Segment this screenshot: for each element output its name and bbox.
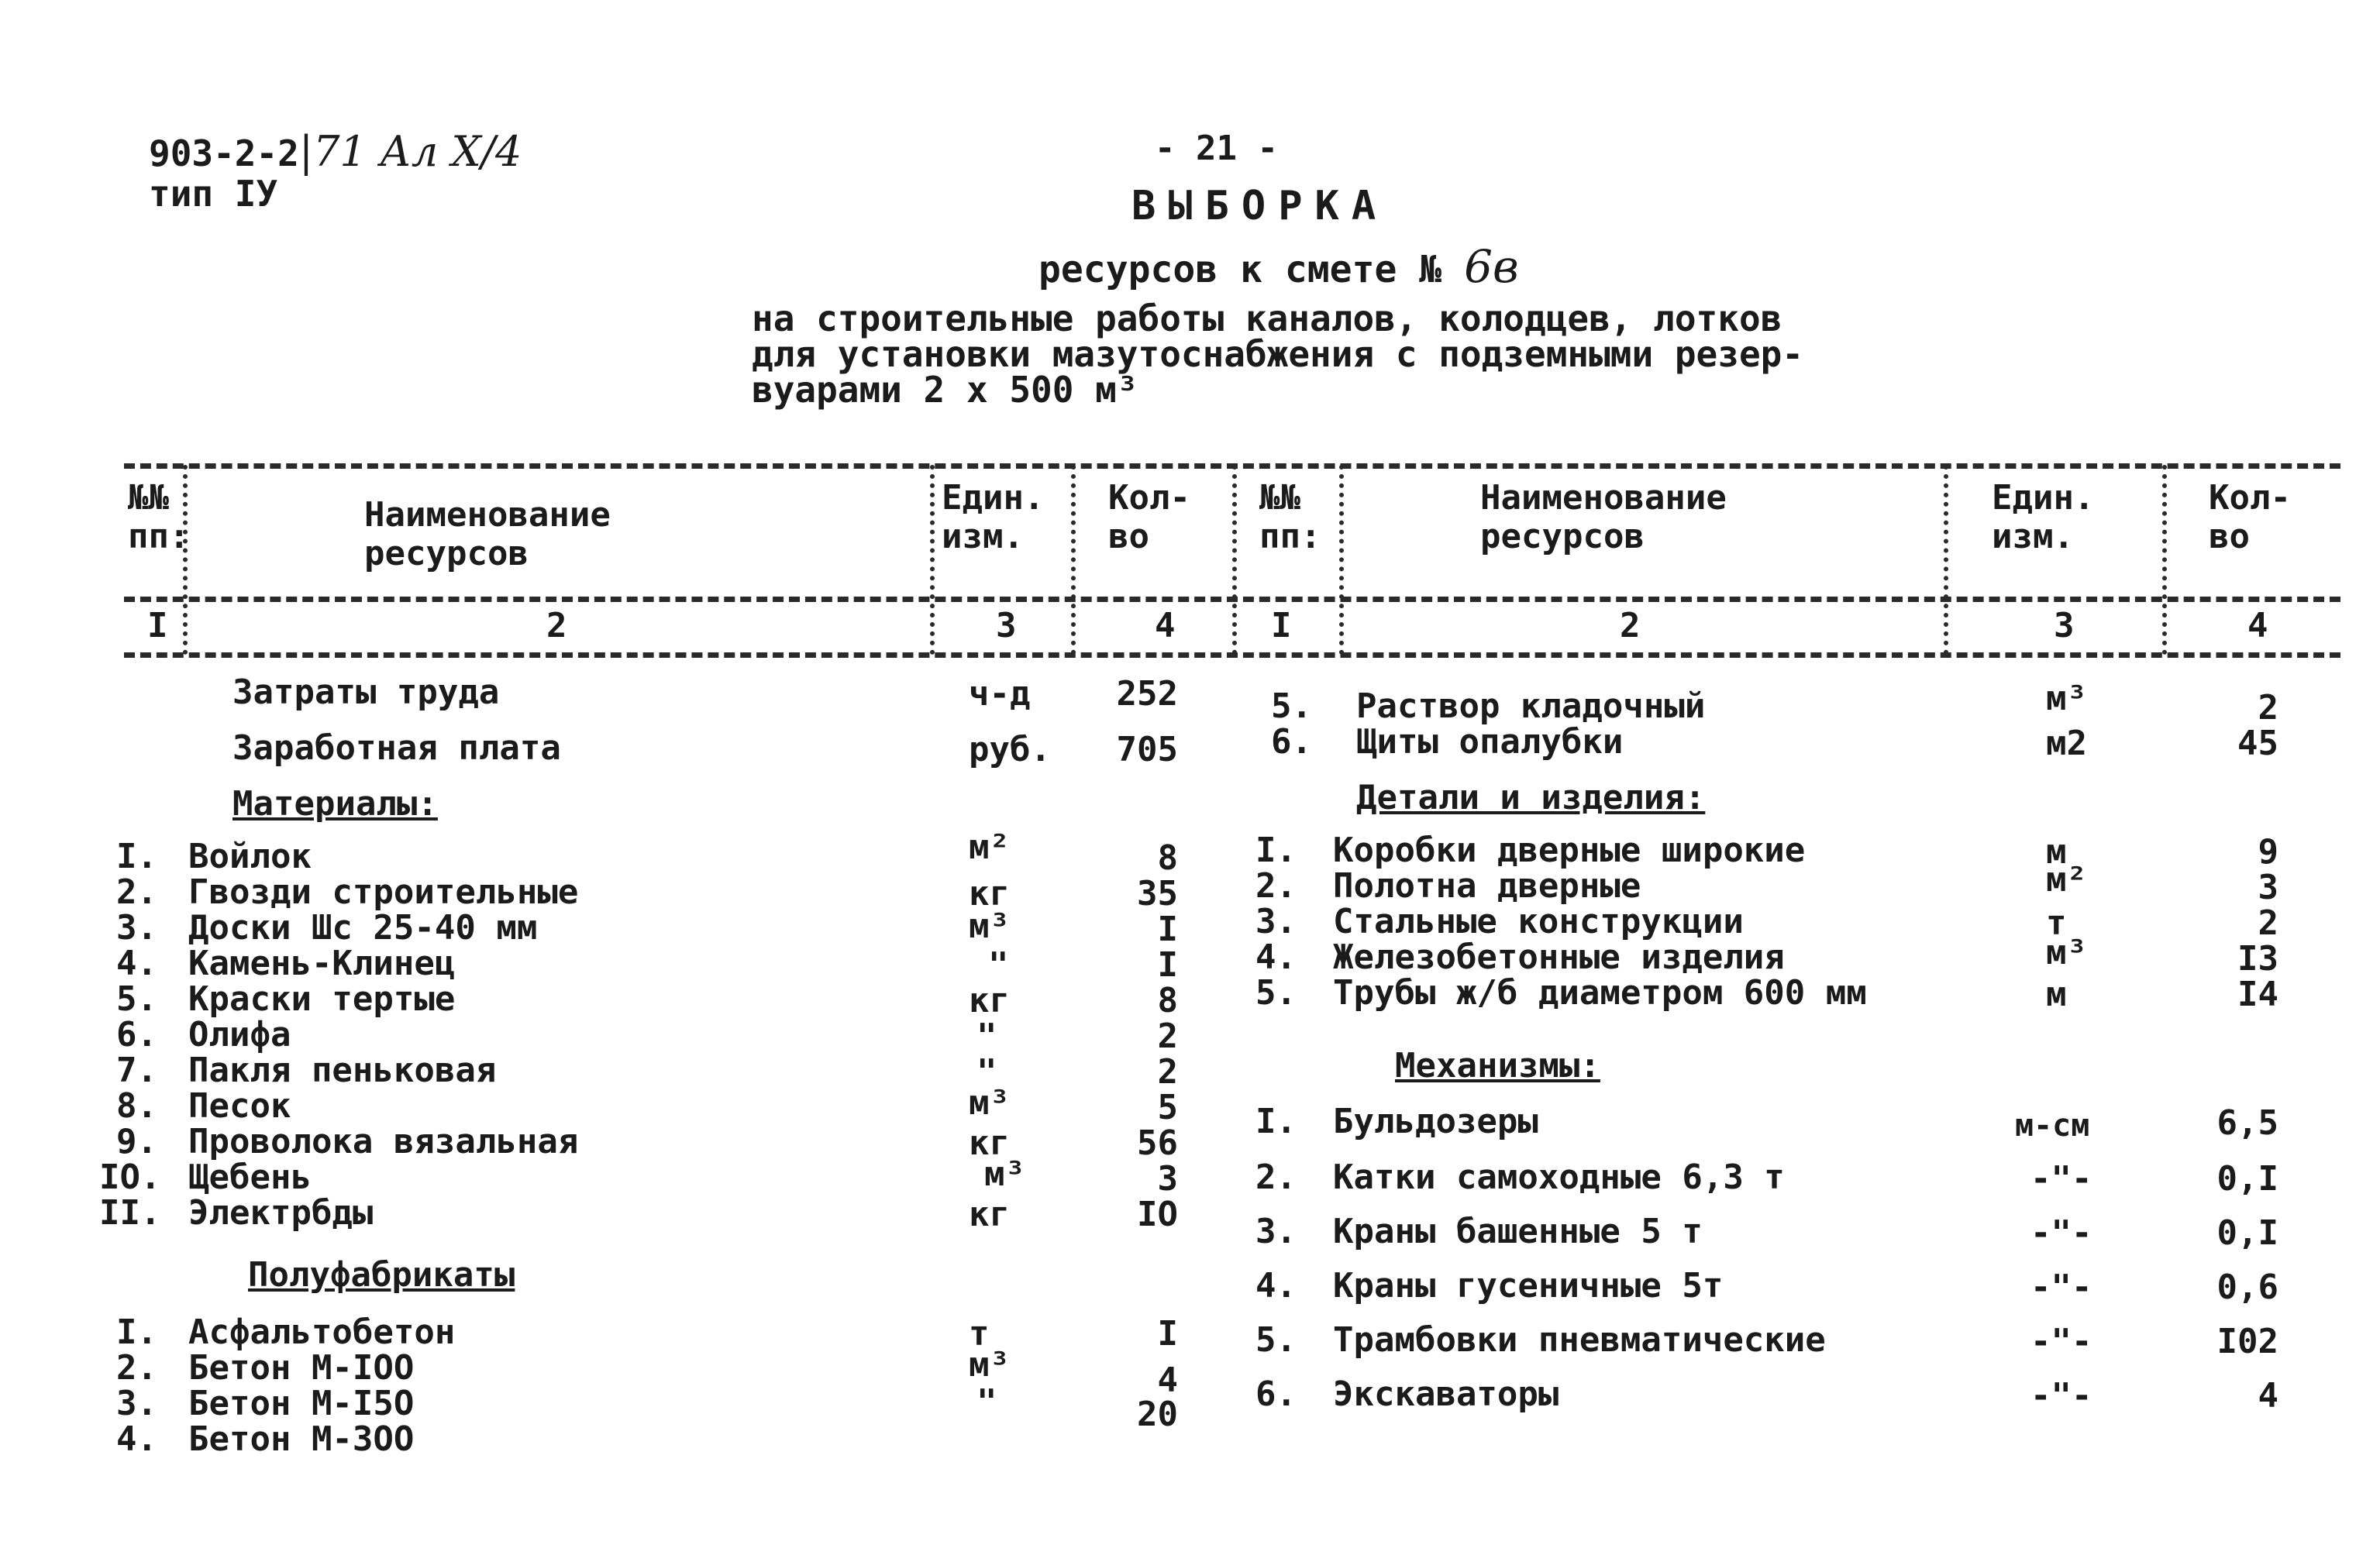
header-no-left: №№ пп: <box>128 478 190 556</box>
list-item-qty: 2 <box>2258 688 2278 728</box>
list-item-no: 2. <box>116 872 157 912</box>
list-item-name: Асфальтобетон <box>188 1312 456 1352</box>
list-item-qty: 8 <box>1157 981 1178 1020</box>
list-item-no: 4. <box>1255 937 1297 977</box>
list-item-qty: 6,5 <box>2216 1103 2278 1143</box>
list-item-qty: I <box>1157 910 1178 949</box>
list-item-no: 4. <box>116 1419 157 1459</box>
list-item-qty: 2 <box>1157 1052 1178 1092</box>
list-item-name: Железобетонные изделия <box>1333 937 1785 977</box>
list-item-no: II. <box>99 1193 161 1233</box>
colnum-2: 2 <box>546 606 567 645</box>
list-item-no: 5. <box>1271 686 1312 726</box>
list-item-qty: 8 <box>1157 838 1178 878</box>
list-item-qty: I3 <box>2237 939 2278 979</box>
list-item-name: Полотна дверные <box>1333 866 1641 906</box>
header-name-left: Наименование ресурсов <box>364 495 611 573</box>
list-item-qty: 45 <box>2237 724 2278 763</box>
list-item-unit: кг <box>969 1123 1010 1163</box>
list-item-name: Раствор кладочный <box>1356 686 1706 726</box>
colnum-4: 4 <box>1155 606 1176 645</box>
colnum-2: 2 <box>1620 606 1641 645</box>
header-name-right: Наименование ресурсов <box>1480 478 1727 556</box>
list-item-unit: м³ <box>969 1345 1010 1385</box>
list-item-no: 6. <box>116 1015 157 1054</box>
list-item-name: Камень-Клинец <box>188 944 456 983</box>
list-item-no: I. <box>1255 1102 1297 1141</box>
list-item-name: Щиты опалубки <box>1356 722 1624 762</box>
list-item-unit: -"- <box>2030 1376 2092 1416</box>
list-item-unit: м-см <box>2015 1108 2090 1144</box>
list-item-no: 4. <box>116 944 157 983</box>
list-item-unit: " <box>976 1017 997 1056</box>
list-item-name: Бульдозеры <box>1333 1102 1538 1141</box>
col-separator <box>1232 465 1237 655</box>
list-item-unit: м³ <box>2046 679 2087 718</box>
list-item-qty: 35 <box>1137 874 1178 913</box>
list-item-name: Экскаваторы <box>1333 1374 1559 1414</box>
list-item-no: 8. <box>116 1086 157 1126</box>
list-item-qty: 3 <box>2258 868 2278 907</box>
list-item-name: Трамбовки пневматические <box>1333 1320 1826 1360</box>
materials-title: Материалы: <box>232 784 438 824</box>
list-item-qty: 3 <box>1157 1159 1178 1199</box>
list-item-qty: 5 <box>1157 1088 1178 1127</box>
page-number: - 21 - <box>1155 129 1278 168</box>
list-item-unit: м³ <box>969 1083 1010 1123</box>
wage-qty: 705 <box>1116 730 1178 769</box>
list-item-no: IO. <box>99 1158 161 1197</box>
list-item-unit: -"- <box>2030 1213 2092 1253</box>
colnum-4: 4 <box>2247 606 2268 645</box>
list-item-qty: 4 <box>2258 1376 2278 1416</box>
col-separator <box>1944 465 1948 655</box>
list-item-no: 5. <box>1255 973 1297 1013</box>
col-separator <box>2162 465 2167 655</box>
parts-title: Детали и изделия: <box>1356 778 1706 817</box>
list-item-name: Трубы ж/б диаметром 600 мм <box>1333 973 1867 1013</box>
list-item-name: Стальные конструкции <box>1333 902 1744 941</box>
list-item-unit: -"- <box>2030 1159 2092 1199</box>
list-item-no: 5. <box>1255 1320 1297 1360</box>
list-item-name: Краны башенные 5 т <box>1333 1212 1703 1251</box>
list-item-name: Краски тертые <box>188 979 456 1019</box>
list-item-name: Песок <box>188 1086 291 1126</box>
list-item-name: Электрбды <box>188 1193 374 1233</box>
mech-title: Механизмы: <box>1395 1046 1600 1085</box>
list-item-unit: кг <box>969 981 1010 1020</box>
list-item-name: Проволока вязальная <box>188 1122 579 1161</box>
list-item-no: 6. <box>1255 1374 1297 1414</box>
header-no-right: №№ пп: <box>1259 478 1321 556</box>
wage-unit: руб. <box>969 730 1051 769</box>
list-item-name: Войлок <box>188 837 312 876</box>
list-item-qty: 0,6 <box>2216 1268 2278 1307</box>
list-item-no: 2. <box>1255 866 1297 906</box>
list-item-unit: т <box>969 1314 990 1354</box>
list-item-qty: 2 <box>2258 903 2278 943</box>
list-item-unit: м³ <box>984 1154 1025 1194</box>
list-item-qty: I <box>1157 1314 1178 1354</box>
list-item-qty: 4 <box>1157 1361 1178 1400</box>
list-item-no: 3. <box>116 1384 157 1423</box>
header-unit-left: Един. изм. <box>942 478 1045 556</box>
list-item-unit: кг <box>969 874 1010 913</box>
list-item-name: Гвозди строительные <box>188 872 579 912</box>
list-item-unit: -"- <box>2030 1322 2092 1361</box>
list-item-no: 3. <box>1255 902 1297 941</box>
list-item-unit: м2 <box>2046 724 2087 763</box>
list-item-qty: 20 <box>1137 1395 1178 1434</box>
labor-qty: 252 <box>1116 674 1178 714</box>
list-item-name: Бетон М-3OO <box>188 1419 415 1459</box>
colnum-1: I <box>147 606 168 645</box>
list-item-unit: кг <box>969 1195 1010 1234</box>
labor-unit: ч-д <box>969 674 1031 714</box>
list-item-no: I. <box>116 837 157 876</box>
list-item-qty: I4 <box>2237 975 2278 1014</box>
list-item-name: Пакля пеньковая <box>188 1051 497 1090</box>
list-item-name: Краны гусеничные 5т <box>1333 1266 1724 1306</box>
list-item-no: 3. <box>1255 1212 1297 1251</box>
list-item-no: 9. <box>116 1122 157 1161</box>
list-item-qty: IO <box>1137 1195 1178 1234</box>
list-item-unit: м³ <box>2046 933 2087 972</box>
colnum-3: 3 <box>996 606 1017 645</box>
list-item-no: 5. <box>116 979 157 1019</box>
list-item-name: Доски Шс 25-40 мм <box>188 908 538 948</box>
estimate-number: 6в <box>1464 240 1519 293</box>
list-item-qty: 2 <box>1157 1017 1178 1056</box>
page-title: ВЫБОРКА <box>1131 183 1389 229</box>
header-qty-right: Кол- во <box>2209 478 2291 556</box>
handwritten-code: |71 Ал X/4 <box>298 127 522 176</box>
list-item-no: 4. <box>1255 1266 1297 1306</box>
list-item-unit: " <box>988 945 1009 985</box>
list-item-unit: " <box>976 1052 997 1092</box>
list-item-name: Бетон М-IOO <box>188 1348 415 1388</box>
list-item-no: 2. <box>1255 1158 1297 1197</box>
list-item-unit: м² <box>969 827 1010 867</box>
list-item-unit: -"- <box>2030 1268 2092 1307</box>
list-item-name: Катки самоходные 6,3 т <box>1333 1158 1785 1197</box>
labor-name: Затраты труда <box>232 673 500 712</box>
list-item-unit: м <box>2046 975 2067 1014</box>
list-item-no: 7. <box>116 1051 157 1090</box>
list-item-no: 2. <box>116 1348 157 1388</box>
list-item-unit: т <box>2046 903 2067 943</box>
header-unit-right: Един. изм. <box>1992 478 2095 556</box>
list-item-name: Бетон М-I5O <box>188 1384 415 1423</box>
list-item-unit: м² <box>2046 860 2087 900</box>
list-item-no: 3. <box>116 908 157 948</box>
type-label: тип IУ <box>149 173 278 215</box>
subtitle: ресурсов к смете № 6в <box>1038 240 1519 293</box>
list-item-unit: м <box>2046 832 2067 872</box>
col-separator <box>1339 465 1344 655</box>
list-item-qty: 56 <box>1137 1123 1178 1163</box>
document-code: 903-2-2|71 Ал X/4 тип IУ <box>149 127 522 215</box>
list-item-qty: 0,I <box>2216 1213 2278 1253</box>
colnum-1: I <box>1271 606 1292 645</box>
list-item-no: I. <box>116 1312 157 1352</box>
list-item-qty: 0,I <box>2216 1159 2278 1199</box>
list-item-qty: 9 <box>2258 832 2278 872</box>
list-item-name: Коробки дверные широкие <box>1333 831 1806 870</box>
semi-title: Полуфабрикаты <box>248 1255 515 1295</box>
col-separator <box>1071 465 1076 655</box>
list-item-no: 6. <box>1271 722 1312 762</box>
list-item-qty: I02 <box>2216 1322 2278 1361</box>
description: на строительные работы каналов, колодцев, лотков для установки мазутоснабжения с подземными резер- вуарами 2 х 500 м³ <box>752 298 1804 411</box>
list-item-name: Олифа <box>188 1015 291 1054</box>
list-item-name: Щебень <box>188 1158 312 1197</box>
list-item-unit: " <box>976 1382 997 1422</box>
wage-name: Заработная плата <box>232 728 561 768</box>
col-separator <box>930 465 935 655</box>
header-qty-left: Кол- во <box>1108 478 1190 556</box>
list-item-no: I. <box>1255 831 1297 870</box>
list-item-qty: I <box>1157 945 1178 985</box>
colnum-3: 3 <box>2054 606 2075 645</box>
list-item-unit: м³ <box>969 907 1010 946</box>
